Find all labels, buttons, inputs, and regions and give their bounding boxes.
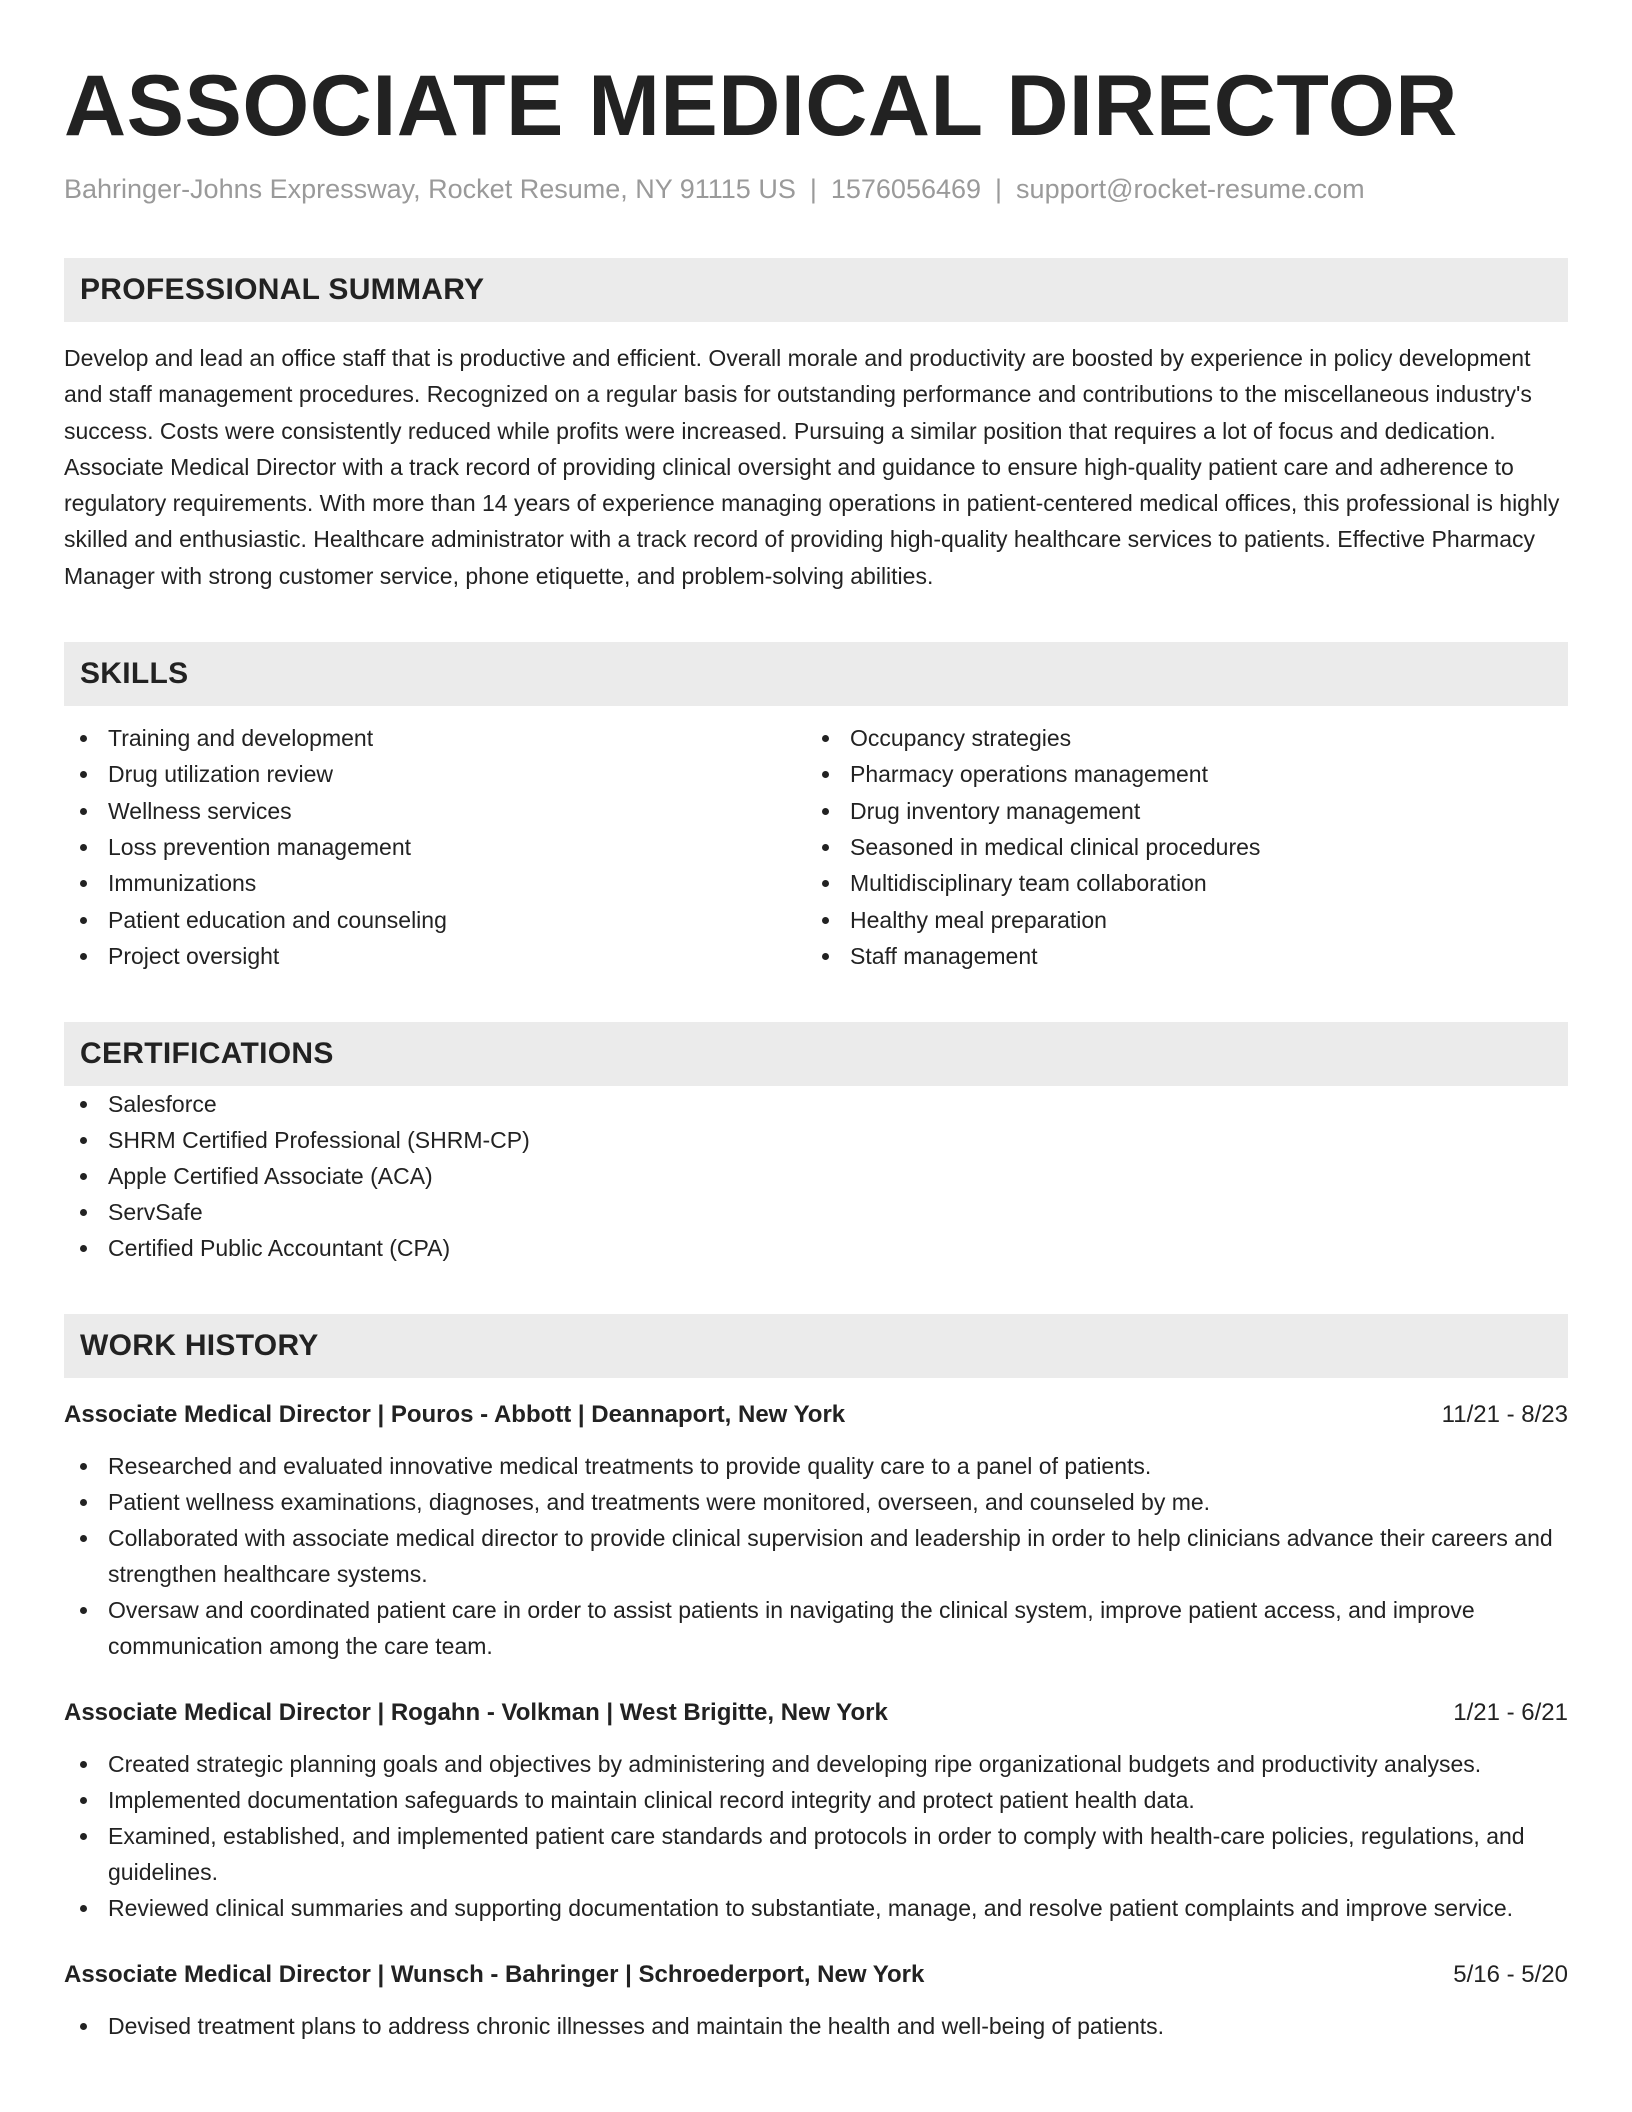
list-item-text: Reviewed clinical summaries and supporting documentation to substantiate, manage, and resolve patient complaints and improve service. — [108, 1895, 1514, 1922]
bullet-icon — [822, 917, 829, 924]
bullet-icon — [80, 953, 87, 960]
section-header-skills: SKILLS — [64, 642, 1568, 706]
list-item-text: Pharmacy operations management — [850, 761, 1208, 788]
job-header — [64, 1398, 1568, 1432]
bullet-icon — [80, 1607, 87, 1614]
bullet-icon — [80, 2023, 87, 2030]
job-header — [64, 1958, 1568, 1992]
list-item-text: Staff management — [850, 942, 1038, 969]
list-item — [806, 902, 1548, 938]
list-item-text: Healthy meal preparation — [850, 906, 1107, 933]
bullet-icon — [822, 771, 829, 778]
list-item — [64, 756, 806, 792]
list-item-text: Salesforce — [108, 1091, 217, 1118]
list-item — [64, 1484, 1568, 1520]
list-item-text: SHRM Certified Professional (SHRM-CP) — [108, 1127, 530, 1154]
bullet-icon — [80, 1137, 87, 1144]
list-item-text: Loss prevention management — [108, 833, 412, 860]
list-item-text: Apple Certified Associate (ACA) — [108, 1163, 433, 1190]
list-item-text: ServSafe — [108, 1199, 203, 1226]
bullet-icon — [80, 1101, 87, 1108]
job-bullets — [64, 1746, 1568, 1926]
contact-separator: | — [995, 174, 1003, 204]
list-item-text: Wellness services — [108, 797, 292, 824]
bullet-icon — [80, 735, 87, 742]
list-item — [64, 1230, 1568, 1266]
list-item — [64, 1782, 1568, 1818]
job-title: Associate Medical Director | Rogahn - Volkman | West Brigitte, New York — [64, 1699, 888, 1727]
bullet-icon — [822, 880, 829, 887]
bullet-icon — [80, 880, 87, 887]
bullet-icon — [822, 808, 829, 815]
job-dates: 5/16 - 5/20 — [1453, 1961, 1568, 1989]
skills-grid — [64, 720, 1568, 974]
list-item-text: Patient education and counseling — [108, 906, 447, 933]
bullet-icon — [80, 917, 87, 924]
list-item-text: Drug utilization review — [108, 761, 333, 788]
list-item-text: Seasoned in medical clinical procedures — [850, 833, 1261, 860]
contact-address: Bahringer-Johns Expressway, Rocket Resume, NY 91115 US — [64, 174, 796, 204]
job-entry — [64, 1958, 1568, 2044]
list-item — [64, 1818, 1568, 1890]
list-item — [64, 938, 806, 974]
list-item-text: Implemented documentation safeguards to maintain clinical record integrity and protect patient health data. — [108, 1787, 1195, 1814]
job-dates: 1/21 - 6/21 — [1453, 1699, 1568, 1727]
bullet-icon — [80, 1209, 87, 1216]
contact-line — [64, 172, 1568, 206]
list-item — [64, 1448, 1568, 1484]
bullet-icon — [80, 1905, 87, 1912]
summary-text: Develop and lead an office staff that is productive and efficient. Overall morale and productivity are boosted by experience in policy development and staff management procedures. Recognized on a regular basis for outstanding performance and contributions to the miscellaneous industry's success. Costs were consistently reduced while profits were increased. Pursuing a similar position that requires a lot of focus and dedication. Associate Medical Director with a track record of providing clinical oversight and guidance to ensure high-quality patient care and adherence to regulatory requirements. With more than 14 years of experience managing operations in patient-centered medical offices, this professional is highly skilled and enthusiastic. Healthcare administrator with a track record of providing high-quality healthcare services to patients. Effective Pharmacy Manager with strong customer service, phone etiquette, and problem-solving abilities. — [64, 345, 1560, 589]
bullet-icon — [822, 735, 829, 742]
list-item-text: Occupancy strategies — [850, 725, 1072, 752]
bullet-icon — [80, 1499, 87, 1506]
contact-separator: | — [809, 174, 817, 204]
skills-list-left — [64, 720, 806, 974]
job-header — [64, 1696, 1568, 1730]
list-item-text: Collaborated with associate medical director to provide clinical supervision and leadership in order to help clinicians advance their careers and strengthen healthcare systems. — [108, 1525, 1553, 1588]
list-item-text: Certified Public Accountant (CPA) — [108, 1235, 451, 1262]
list-item-text: Patient wellness examinations, diagnoses, and treatments were monitored, overseen, and counseled by me. — [108, 1489, 1211, 1516]
bullet-icon — [80, 1535, 87, 1542]
section-header-summary: PROFESSIONAL SUMMARY — [64, 258, 1568, 322]
bullet-icon — [80, 1833, 87, 1840]
list-item — [64, 1122, 1568, 1158]
list-item-text: Oversaw and coordinated patient care in order to assist patients in navigating the clinical system, improve patient access, and improve communication among the care team. — [108, 1597, 1475, 1660]
list-item — [64, 720, 806, 756]
skills-column-right — [806, 720, 1548, 974]
bullet-icon — [822, 844, 829, 851]
work-history-list — [64, 1398, 1568, 2044]
section-header-work-history: WORK HISTORY — [64, 1314, 1568, 1378]
list-item-text: Immunizations — [108, 870, 257, 897]
list-item — [806, 938, 1548, 974]
contact-email: support@rocket-resume.com — [1016, 174, 1365, 204]
skills-column-left — [64, 720, 806, 974]
bullet-icon — [80, 771, 87, 778]
list-item-text: Researched and evaluated innovative medical treatments to provide quality care to a panel of patients. — [108, 1453, 1152, 1480]
list-item-text: Examined, established, and implemented patient care standards and protocols in order to comply with health-care policies, regulations, and guidelines. — [108, 1823, 1525, 1886]
list-item-text: Devised treatment plans to address chronic illnesses and maintain the health and well-being of patients. — [108, 2013, 1165, 2040]
bullet-icon — [80, 1245, 87, 1252]
job-entry — [64, 1696, 1568, 1926]
resume-title: ASSOCIATE MEDICAL DIRECTOR — [64, 58, 1458, 154]
list-item — [64, 1592, 1568, 1664]
list-item — [64, 829, 806, 865]
bullet-icon — [822, 953, 829, 960]
list-item — [64, 1746, 1568, 1782]
skills-list-right — [806, 720, 1548, 974]
job-title: Associate Medical Director | Pouros - Abbott | Deannaport, New York — [64, 1401, 846, 1429]
job-entry — [64, 1398, 1568, 1664]
list-item-text: Multidisciplinary team collaboration — [850, 870, 1207, 897]
list-item — [64, 902, 806, 938]
list-item — [64, 1520, 1568, 1592]
bullet-icon — [80, 1463, 87, 1470]
list-item — [64, 2008, 1568, 2044]
bullet-icon — [80, 1173, 87, 1180]
list-item — [64, 1194, 1568, 1230]
list-item — [806, 865, 1548, 901]
bullet-icon — [80, 844, 87, 851]
list-item — [806, 829, 1548, 865]
job-bullets — [64, 2008, 1568, 2044]
list-item-text: Training and development — [108, 725, 374, 752]
section-header-certifications: CERTIFICATIONS — [64, 1022, 1568, 1086]
list-item-text: Project oversight — [108, 942, 280, 969]
list-item — [806, 756, 1548, 792]
bullet-icon — [80, 1761, 87, 1768]
job-dates: 11/21 - 8/23 — [1441, 1401, 1568, 1429]
job-bullets — [64, 1448, 1568, 1664]
list-item — [64, 865, 806, 901]
list-item — [806, 720, 1548, 756]
contact-phone: 1576056469 — [830, 174, 982, 204]
list-item — [64, 793, 806, 829]
list-item — [64, 1158, 1568, 1194]
list-item — [806, 793, 1548, 829]
job-title: Associate Medical Director | Wunsch - Bahringer | Schroederport, New York — [64, 1961, 925, 1989]
list-item-text: Created strategic planning goals and objectives by administering and developing ripe organizational budgets and productivity analyses. — [108, 1751, 1482, 1778]
certifications-list — [64, 1086, 1568, 1266]
bullet-icon — [80, 1797, 87, 1804]
bullet-icon — [80, 808, 87, 815]
list-item-text: Drug inventory management — [850, 797, 1141, 824]
resume-page — [64, 0, 1568, 2044]
list-item — [64, 1890, 1568, 1926]
list-item — [64, 1086, 1568, 1122]
